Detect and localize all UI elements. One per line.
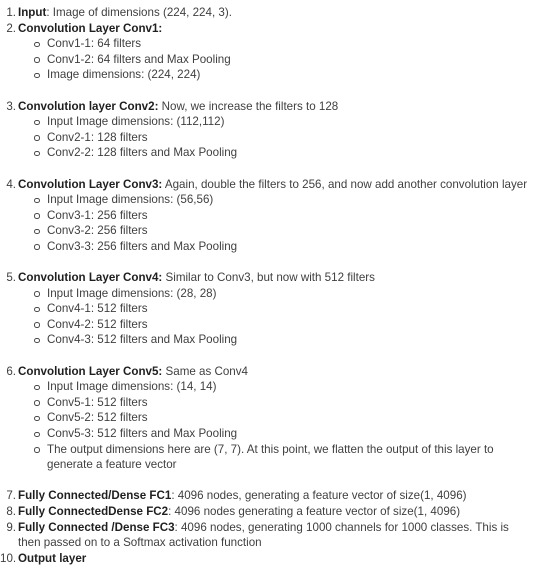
list-number: 1. xyxy=(6,6,16,19)
sub-item: Image dimensions: (224, 224) xyxy=(0,67,540,83)
item-text: : Image of dimensions (224, 224, 3). xyxy=(46,6,232,19)
item-title: Fully ConnectedDense FC2 xyxy=(18,505,169,518)
item-text: Similar to Conv3, but now with 512 filters xyxy=(162,271,375,285)
list-group-1 xyxy=(0,5,540,83)
item-text: : 4096 nodes generating a feature vector of size(1, 4096) xyxy=(168,505,461,518)
list-item-fc1 xyxy=(0,488,540,504)
list-number: 10. xyxy=(0,551,17,565)
item-title: Fully Connected /Dense FC3 xyxy=(18,520,175,534)
item-title: Convolution layer Conv2: xyxy=(18,99,159,113)
sub-item: Conv2-2: 128 filters and Max Pooling xyxy=(0,145,540,161)
sub-item: Conv2-1: 128 filters xyxy=(0,130,540,146)
list-item-conv5 xyxy=(0,364,540,380)
list-item-conv3 xyxy=(0,177,540,193)
list-item-conv1 xyxy=(0,21,540,37)
sub-item: Conv5-2: 512 filters xyxy=(0,410,540,426)
item-title: Convolution Layer Conv1: xyxy=(18,21,163,35)
sub-item: Conv1-1: 64 filters xyxy=(0,36,540,52)
sub-item: Conv1-2: 64 filters and Max Pooling xyxy=(0,52,540,68)
sub-item: The output dimensions here are (7, 7). At this point, we flatten the output of this layer to generate a feature vector xyxy=(0,442,540,473)
sub-item: Input Image dimensions: (56,56) xyxy=(0,192,540,208)
sub-item: Conv5-1: 512 filters xyxy=(0,395,540,411)
sub-item: Input Image dimensions: (112,112) xyxy=(0,114,540,130)
item-text: Again, double the filters to 256, and now add another convolution layer xyxy=(162,177,528,191)
sub-item: Conv4-3: 512 filters and Max Pooling xyxy=(0,332,540,348)
list-group-3 xyxy=(0,177,540,255)
list-number: 2. xyxy=(6,21,16,35)
list-number: 6. xyxy=(6,364,16,378)
list-item-output xyxy=(0,551,540,567)
sub-item: Conv3-2: 256 filters xyxy=(0,223,540,239)
list-number: 9. xyxy=(6,520,16,534)
list-item-fc3 xyxy=(0,520,540,551)
list-number: 7. xyxy=(6,489,16,503)
list-number: 8. xyxy=(6,505,16,518)
item-title: Output layer xyxy=(18,551,87,565)
item-text: Now, we increase the filters to 128 xyxy=(158,99,339,113)
item-text: Same as Conv4 xyxy=(162,364,249,378)
item-title: Convolution Layer Conv3: xyxy=(18,177,163,191)
list-group-4 xyxy=(0,270,540,348)
sub-item: Conv4-1: 512 filters xyxy=(0,301,540,317)
sub-item: Conv3-1: 256 filters xyxy=(0,208,540,224)
list-item-conv4 xyxy=(0,270,540,286)
item-text: : 4096 nodes, generating a feature vector of size(1, 4096) xyxy=(171,489,467,503)
item-title: Convolution Layer Conv4: xyxy=(18,271,163,285)
item-title: Fully Connected/Dense FC1 xyxy=(18,489,172,503)
sub-item: Input Image dimensions: (14, 14) xyxy=(0,379,540,395)
list-item-fc2 xyxy=(0,504,540,520)
list-number: 4. xyxy=(6,177,16,191)
list-number: 3. xyxy=(6,99,16,113)
item-title: Input xyxy=(18,6,47,19)
item-title: Convolution Layer Conv5: xyxy=(18,364,163,378)
item-text: : 4096 nodes, generating 1000 channels for 1000 classes. This is then passed on to a Softmax activation function xyxy=(18,520,509,550)
sub-item: Conv3-3: 256 filters and Max Pooling xyxy=(0,239,540,255)
list-group-5 xyxy=(0,364,540,473)
sub-item: Conv5-3: 512 filters and Max Pooling xyxy=(0,426,540,442)
list-item-input xyxy=(0,5,540,21)
list-item-conv2 xyxy=(0,99,540,115)
sub-item: Conv4-2: 512 filters xyxy=(0,317,540,333)
sub-item: Input Image dimensions: (28, 28) xyxy=(0,286,540,302)
list-number: 5. xyxy=(6,271,16,285)
list-group-2 xyxy=(0,99,540,161)
list-group-6 xyxy=(0,488,540,566)
